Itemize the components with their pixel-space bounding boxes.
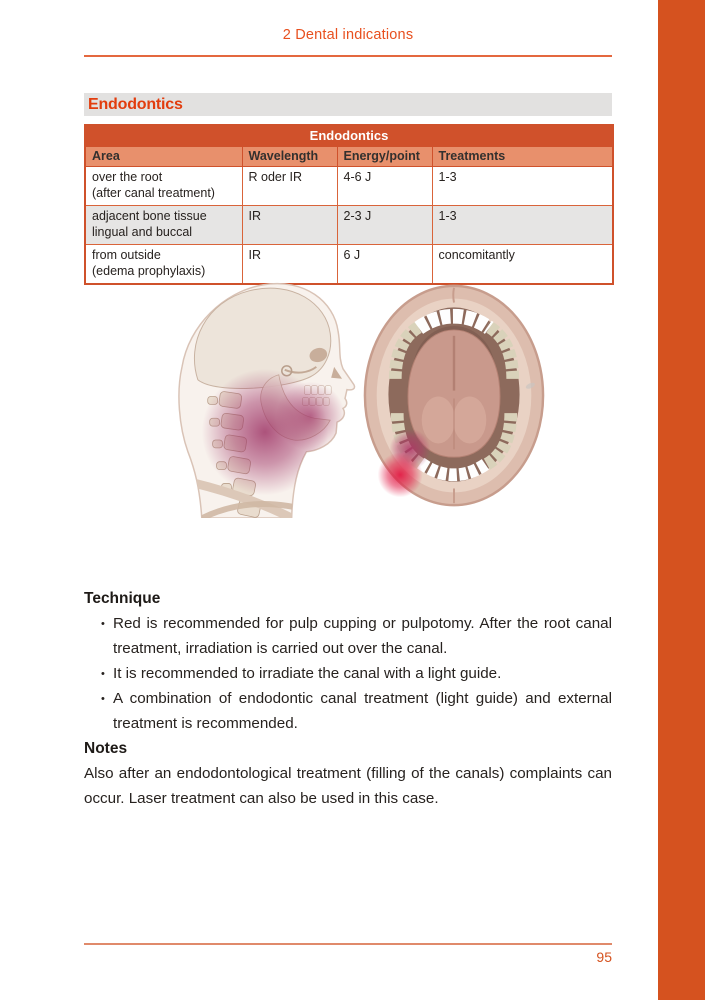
tongue-lobe-left: [422, 396, 455, 443]
cell-wavelength: IR: [242, 206, 337, 245]
column-header-energy-point: Energy/point: [337, 147, 432, 167]
head-profile-illustration: [167, 276, 362, 518]
notes-heading: Notes: [84, 740, 128, 757]
upper-lip-crease: [453, 288, 454, 303]
technique-heading: Technique: [84, 590, 161, 607]
table-row: [85, 167, 613, 206]
column-header-area: Area: [85, 147, 242, 167]
treatment-zone-buccal: [378, 452, 423, 497]
cell-energy: 4-6 J: [337, 167, 432, 206]
technique-bullet-list: [84, 611, 612, 736]
footer-rule: [84, 943, 612, 945]
open-mouth-illustration: [356, 281, 552, 511]
cell-wavelength: R oder IR: [242, 167, 337, 206]
running-header: 2 Dental indications: [282, 27, 414, 43]
section-heading: Endodontics: [88, 96, 183, 113]
section-heading-bar: [84, 93, 612, 116]
tongue-lobe-right: [453, 396, 486, 443]
header-rule: [84, 55, 612, 57]
cell-area: from outside (edema prophylaxis): [85, 245, 242, 285]
endodontics-table-wrap: [84, 124, 614, 285]
table-row: [85, 206, 613, 245]
column-header-treatments: Treatments: [432, 147, 613, 167]
page-number: 95: [596, 949, 612, 965]
page-edge-accent-bar: [658, 0, 705, 1000]
cell-wavelength: IR: [242, 245, 337, 285]
cell-treatments: 1-3: [432, 206, 613, 245]
body-text-block: [84, 586, 612, 811]
treatment-zone-cheek: [276, 382, 345, 451]
bullet-item: • It is recommended to irradiate the canal with a light guide.: [113, 661, 612, 686]
table-title-row: [85, 125, 613, 147]
table-title: Endodontics: [85, 125, 613, 147]
cell-area: adjacent bone tissue lingual and buccal: [85, 206, 242, 245]
bullet-item: • A combination of endodontic canal treatment (light guide) and external treatment is recommended.: [113, 686, 612, 736]
cell-treatments: 1-3: [432, 167, 613, 206]
notes-text: Also after an endodontological treatment (filling of the canals) complaints can occur. Laser treatment can also be used in this case.: [84, 765, 612, 807]
bullet-item: • Red is recommended for pulp cupping or pulpotomy. After the root canal treatment, irradiation is carried out over the canal.: [113, 611, 612, 661]
cell-energy: 6 J: [337, 245, 432, 285]
table-header-row: [85, 147, 613, 167]
cell-treatments: concomitantly: [432, 245, 613, 285]
endodontics-table: [84, 124, 614, 285]
column-header-wavelength: Wavelength: [242, 147, 337, 167]
cell-energy: 2-3 J: [337, 206, 432, 245]
cell-area: over the root (after canal treatment): [85, 167, 242, 206]
